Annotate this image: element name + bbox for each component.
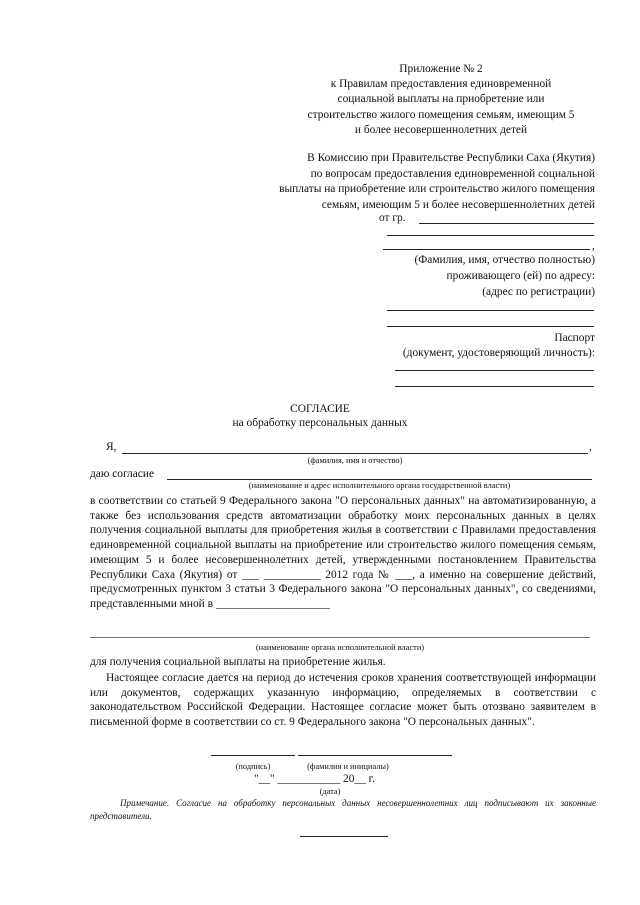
document-hint: (документ, удостоверяющий личность): (402, 347, 595, 359)
signature-line[interactable] (211, 755, 295, 756)
date-hint: (дата) (319, 787, 341, 796)
annex-line: к Правилам предоставления единовременной (330, 78, 552, 91)
date-field[interactable]: "__" ___________ 20__ г. (254, 773, 375, 785)
address-line-2[interactable] (387, 326, 594, 327)
full-name-line[interactable] (122, 453, 588, 454)
i-comma: , (589, 441, 592, 453)
from-label: от гр. (379, 212, 406, 224)
passport-label: Паспорт (554, 332, 595, 344)
passport-line-1[interactable] (395, 370, 594, 371)
organ-line[interactable] (90, 637, 590, 638)
signature-hint: (подпись) (235, 762, 271, 771)
footnote-divider (300, 836, 388, 837)
annex-block (290, 62, 592, 138)
annex-line: и более несовершеннолетних детей (354, 123, 528, 136)
applicant-comma: , (592, 240, 595, 252)
annex-line: строительство жилого помещения семьям, имеющим 5 (307, 108, 575, 121)
applicant-line-2[interactable] (387, 235, 594, 236)
living-hint: проживающего (ей) по адресу: (446, 270, 595, 282)
initials-line[interactable] (298, 755, 452, 756)
annex-line: социальной выплаты на приобретение или (337, 93, 545, 106)
purpose-line: для получения социальной выплаты на приобретение жилья. (90, 656, 386, 668)
applicant-line-1[interactable] (419, 223, 594, 224)
registration-hint: (адрес по регистрации) (482, 286, 595, 298)
applicant-line-3[interactable] (383, 249, 590, 250)
full-name-hint: (фамилия, имя и отчество) (307, 456, 403, 465)
note-text: Примечание. Согласие на обработку персональных данных несовершеннолетних лиц подписывают их законные представители. (90, 798, 596, 821)
annex-line: Приложение № 2 (399, 63, 483, 75)
addressee-block (215, 151, 595, 213)
i-label: Я, (106, 441, 117, 453)
organ-hint: (наименование органа исполнительной власти) (255, 643, 425, 652)
fio-hint: (Фамилия, имя, отчество полностью) (414, 254, 595, 266)
addressee-line: семьям, имеющим 5 и более несовершеннолетних детей (321, 198, 595, 211)
addressee-line: выплаты на приобретение или строительство жилого помещения (279, 183, 595, 196)
authority-hint: (наименование и адрес исполнительного органа государственной власти) (248, 481, 511, 490)
passport-line-2[interactable] (395, 386, 594, 387)
authority-line[interactable] (167, 479, 592, 480)
consent-title: СОГЛАСИЕ (290, 403, 350, 415)
validity-paragraph: Настоящее согласие дается на период до истечения сроков хранения соответствующей информации или документов, содержащих указанную информацию, определяемых в соответствии с законодательством Российской Федерации. Настоящее согласие может быть отозвано заявителем в письменной форме в соответствии со ст. 9 Федерального закона "О персональных данных". (90, 672, 596, 728)
consent-subtitle: на обработку персональных данных (232, 417, 408, 429)
initials-hint: (фамилия и инициалы) (307, 762, 389, 771)
addressee-line: В Комиссию при Правительстве Республики Саха (Якутия) (307, 152, 595, 164)
address-line-1[interactable] (387, 310, 594, 311)
give-consent-label: даю согласие (90, 468, 154, 480)
addressee-line: по вопросам предоставления единовременной социальной (310, 167, 595, 180)
consent-paragraph: в соответствии со статьей 9 Федерального закона "О персональных данных" на автоматизированную, а также без использования средств автоматизации обработку моих персональных данных в целях получения социальной выплаты для приобретения жилья в соответствии с Правилами предоставления единовременной социальной выплаты на приобретение или строительство жилого помещения семьям, имеющим 5 и более несовершеннолетних детей, утвержденными постановлением Правительства Республики Саха (Якутия) от ___ __________ 2012 года № ___, а именно на совершение действий, предусмотренных пунктом 3 статьи 3 Федерального закона "О персональных данных", со сведениями, представленными мной в ____________________ (90, 495, 596, 610)
